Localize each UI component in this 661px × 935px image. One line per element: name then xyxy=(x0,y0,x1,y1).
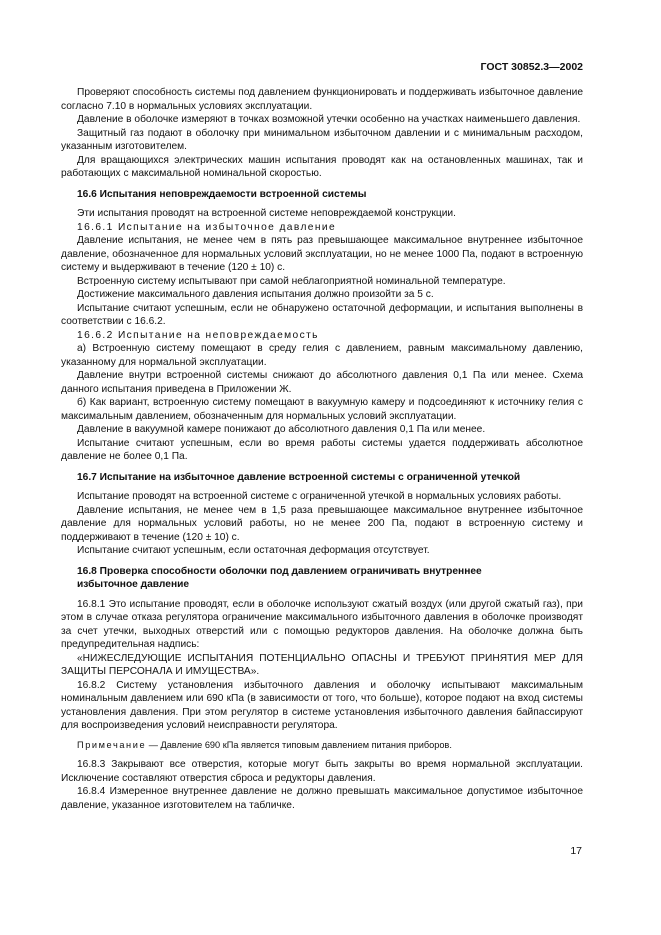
subsection-heading-16-6-2: 16.6.2 Испытание на неповреждаемость xyxy=(77,329,319,341)
document-header: ГОСТ 30852.3—2002 xyxy=(480,61,583,73)
paragraph: Давление в вакуумной камере понижают до абсолютного давления 0,1 Па или менее. xyxy=(77,424,486,435)
paragraph: 16.8.4 Измеренное внутреннее давление не должно превышать максимальное допустимое избыточное давление, указанное изготовителем на табличке. xyxy=(61,786,583,811)
section-heading-16-6: 16.6 Испытания неповреждаемости встроенной системы xyxy=(77,188,367,200)
note-text: — Давление 690 кПа является типовым давлением питания приборов. xyxy=(146,739,452,750)
paragraph: Давление испытания, не менее чем в 1,5 раза превышающее максимальное внутреннее избыточное давление для нормальных условий работы, но не менее 200 Па, подают в встроенную систему и поддерживают в течение (120 ± 10) с. xyxy=(61,504,583,543)
paragraph: Эти испытания проводят на встроенной системе неповреждаемой конструкции. xyxy=(77,208,456,219)
subsection-heading-16-6-1: 16.6.1 Испытание на избыточное давление xyxy=(77,221,337,233)
paragraph: Проверяют способность системы под давлением функционировать и поддерживать избыточное давление согласно 7.10 в нормальных условиях эксплуатации. xyxy=(61,87,583,112)
section-heading-16-7: 16.7 Испытание на избыточное давление встроенной системы с ограниченной утечкой xyxy=(77,471,521,483)
section-heading-16-8 xyxy=(77,565,583,592)
page-number: 17 xyxy=(570,845,582,857)
paragraph: Давление внутри встроенной системы снижают до абсолютного давления 0,1 Па или менее. Схема данного испытания приведена в Приложении Ж. xyxy=(61,370,583,395)
note xyxy=(61,739,583,753)
paragraph: Испытание считают успешным, если во время работы системы удается поддерживать абсолютное давление не более 0,1 Па. xyxy=(61,437,583,462)
paragraph: 16.8.2 Систему установления избыточного давления и оболочку испытывают максимальным номинальным давлением или 690 кПа (в зависимости от того, что больше), которое подают на вход системы установления давления. При этом регулятор в системе установления избыточного давления байпассируют для воспроизведения условий неисправности регулятора. xyxy=(61,679,583,731)
paragraph: 16.8.3 Закрывают все отверстия, которые могут быть закрыты во время нормальной эксплуатации. Исключение составляют отверстия сброса и редукторы давления. xyxy=(61,759,583,784)
section-heading-16-8-line1: 16.8 Проверка способности оболочки под давлением ограничивать внутреннее xyxy=(77,565,482,577)
paragraph: Давление испытания, не менее чем в пять раз превышающее максимальное внутреннее избыточное давление, обозначенное для нормальных условий эксплуатации, но не менее 1000 Па, подают в встроенную систему и выдерживают в течение (120 ± 10) с. xyxy=(61,235,583,273)
paragraph: Достижение максимального давления испытания должно произойти за 5 с. xyxy=(77,289,434,300)
paragraph: Встроенную систему испытывают при самой неблагоприятной номинальной температуре. xyxy=(77,275,506,287)
paragraph: б) Как вариант, встроенную систему помещают в вакуумную камеру и подсоединяют к источнику гелия с максимальным давлением, обозначенным для нормальных условий эксплуатации. xyxy=(61,397,583,422)
paragraph: Защитный газ подают в оболочку при минимальном избыточном давлении и с минимальным расходом, указанным изготовителем. xyxy=(61,127,583,152)
paragraph: Давление в оболочке измеряют в точках возможной утечки особенно на участках наименьшего давления. xyxy=(77,114,581,125)
paragraph: Испытание проводят на встроенной системе с ограниченной утечкой в нормальных условиях работы. xyxy=(77,491,562,502)
warning-text: «НИЖЕСЛЕДУЮЩИЕ ИСПЫТАНИЯ ПОТЕНЦИАЛЬНО ОПАСНЫ И ТРЕБУЮТ ПРИНЯТИЯ МЕР ДЛЯ ЗАЩИТЫ ПЕРСОНАЛА И ИМУЩЕСТВА». xyxy=(61,652,583,677)
note-label: Примечание xyxy=(77,739,147,750)
paragraph: Для вращающихся электрических машин испытания проводят как на остановленных машинах, так и работающих с максимальной номинальной скоростью. xyxy=(61,154,583,179)
section-heading-16-8-line2: избыточное давление xyxy=(77,579,190,590)
paragraph: Испытание считают успешным, если не обнаружено остаточной деформации, и испытания выполнены в соответствии с 16.6.2. xyxy=(61,302,583,327)
paragraph: а) Встроенную систему помещают в среду гелия с давлением, равным максимальному давлению, указанному для нормальной эксплуатации. xyxy=(61,343,583,368)
paragraph: 16.8.1 Это испытание проводят, если в оболочке используют сжатый воздух (или другой сжатый газ), при этом в случае отказа регулятора ограничение максимального избыточного давления в оболочке производят за счет утечки, выходных отверстий или с помощью редукторов давления. На оболочке должна быть предупредительная надпись: xyxy=(61,598,583,650)
page-body xyxy=(61,86,583,812)
paragraph: Испытание считают успешным, если остаточная деформация отсутствует. xyxy=(77,545,430,556)
